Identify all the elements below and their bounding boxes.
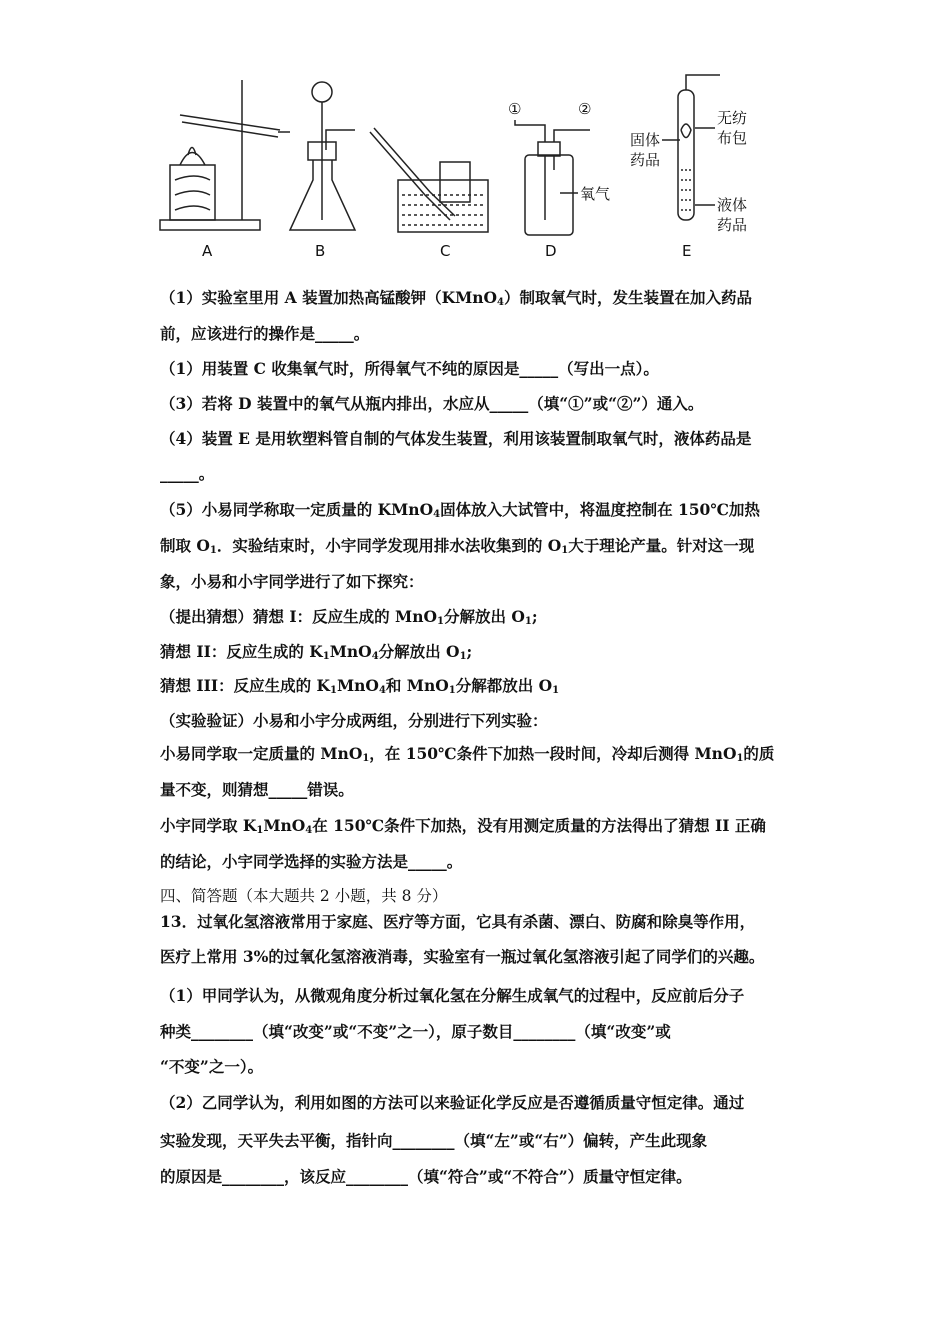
label-d-port-1: ①	[508, 100, 522, 118]
guess-1: （提出猜想）猜想 I：反应生成的 MnO$_1$分解放出 $O_1$;	[160, 607, 538, 627]
apparatus-a	[160, 80, 290, 230]
verify-line-2: 量不变，则猜想_____错误。	[160, 780, 354, 799]
guess-3: 猜想 III：反应生成的 $K_1MnO_4$和 MnO$_1$分解都放出 $O_1$	[160, 676, 560, 696]
q4-line-2: _____。	[160, 464, 215, 483]
p13-line-7: 实验发现，天平失去平衡，指针向________（填“左”或“右”）偏转，产生此现象	[160, 1131, 708, 1150]
label-a: A	[202, 242, 213, 260]
p13-line-5: “不变”之一）。	[160, 1057, 264, 1076]
p13-line-2: 医疗上常用 3%的过氧化氢溶液消毒，实验室有一瓶过氧化氢溶液引起了同学们的兴趣。	[160, 947, 765, 966]
label-e-bag: 无纺布包	[717, 109, 748, 147]
apparatus-b	[290, 82, 355, 230]
verify-line-4: 的结论，小宇同学选择的实验方法是_____。	[160, 852, 463, 871]
p13-line-3: （1）甲同学认为，从微观角度分析过氧化氢在分解生成氧气的过程中，反应前后分子	[160, 986, 745, 1005]
q4-line-1: （4）装置 E 是用软塑料管自制的气体发生装置，利用该装置制取氧气时，液体药品是	[160, 429, 752, 448]
p13-line-1: 13．过氧化氢溶液常用于家庭、医疗等方面，它具有杀菌、漂白、防腐和除臭等作用，	[160, 912, 756, 931]
q1-line-1: （1）实验室里用 A 装置加热高锰酸钾（KMnO$_4$）制取氧气时，发生装置在加入药品	[160, 288, 752, 308]
label-d-gas: 氧气	[580, 185, 611, 203]
label-c: C	[440, 242, 451, 260]
verify-intro: （实验验证）小易和小宇分成两组，分别进行下列实验：	[160, 711, 548, 730]
label-e-solid: 固体药品	[630, 131, 661, 169]
verify-line-1: 小易同学取一定质量的 MnO$_1$，在 150℃条件下加热一段时间，冷却后测得 MnO$_1$的质	[160, 744, 775, 764]
p13-line-4: 种类________（填“改变”或“不变”之一），原子数目________（填“改变”或	[160, 1022, 671, 1041]
p13-line-8: 的原因是________，该反应________（填“符合”或“不符合”）质量守恒定律。	[160, 1167, 692, 1186]
section-4-heading: 四、简答题（本大题共 2 小题，共 8 分）	[160, 887, 448, 905]
label-e: E	[682, 242, 692, 260]
label-e-liquid: 液体药品	[717, 196, 748, 234]
apparatus-c	[370, 128, 488, 232]
q5-line-2: 制取 $O_1$．实验结束时，小宇同学发现用排水法收集到的 $O_1$大于理论产量。针对这一现	[160, 536, 755, 556]
apparatus-drawing	[150, 70, 790, 270]
q1-line-2: 前，应该进行的操作是_____。	[160, 324, 370, 343]
q3-line: （3）若将 D 装置中的氧气从瓶内排出，水应从_____（填“①”或“②”）通入。	[160, 394, 704, 413]
apparatus-e	[662, 75, 720, 220]
q5-line-1: （5）小易同学称取一定质量的 KMnO$_4$固体放入大试管中，将温度控制在 150℃加热	[160, 500, 760, 520]
apparatus-d	[515, 120, 590, 235]
verify-line-3: 小宇同学取 $K_1MnO_4$在 150℃条件下加热，没有用测定质量的方法得出了猜想 II 正确	[160, 816, 766, 836]
q5-line-3: 象，小易和小宇同学进行了如下探究：	[160, 572, 424, 591]
guess-2: 猜想 II：反应生成的 $K_1MnO_4$分解放出 $O_1$;	[160, 642, 473, 662]
apparatus-figure	[150, 70, 790, 270]
label-d: D	[545, 242, 557, 260]
label-b: B	[315, 242, 326, 260]
q2-line: （1）用装置 C 收集氧气时，所得氧气不纯的原因是_____（写出一点）。	[160, 359, 659, 378]
label-d-port-2: ②	[578, 100, 592, 118]
p13-line-6: （2）乙同学认为，利用如图的方法可以来验证化学反应是否遵循质量守恒定律。通过	[160, 1093, 745, 1112]
